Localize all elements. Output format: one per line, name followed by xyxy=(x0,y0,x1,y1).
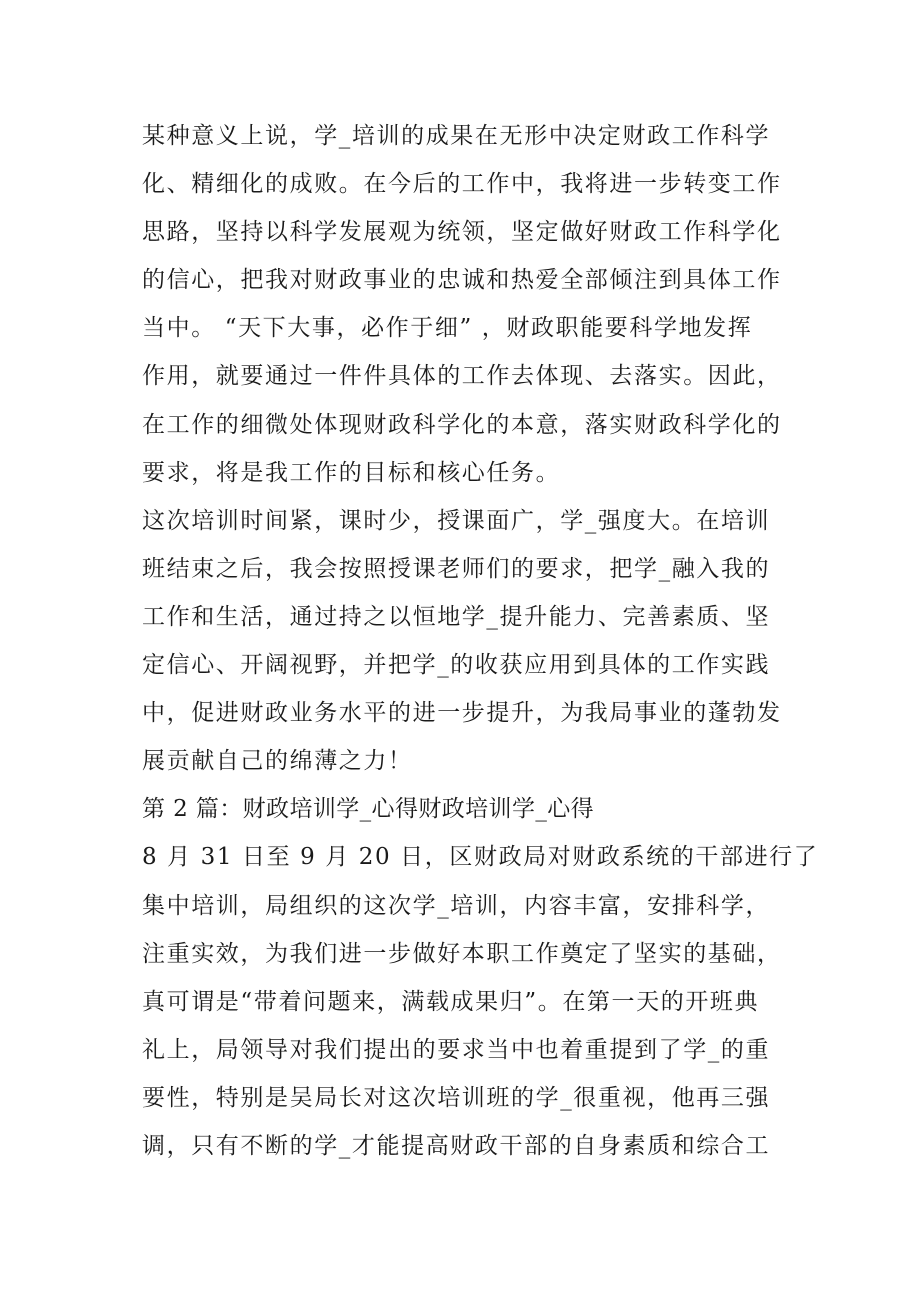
text-line: 当中。 “天下大事，必作于细” ，财政职能要科学地发挥 xyxy=(142,315,753,342)
text-line: 某种意义上说，学_培训的成果在无形中决定财政工作科学 xyxy=(142,123,771,149)
section-title: 第 2 篇：财政培训学_心得财政培训学_心得 xyxy=(142,796,595,823)
text-line: 作用，就要通过一件件具体的工作去体现、去落实。因此， xyxy=(142,363,782,390)
text-line: 8 月 31 日至 9 月 20 日，区财政局对财政系统的干部进行了 xyxy=(142,844,819,871)
text-line: 礼上，局领导对我们提出的要求当中也着重提到了学_的重 xyxy=(142,1036,771,1063)
paragraph-2 xyxy=(142,497,802,786)
text-line: 工作和生活，通过持之以恒地学_提升能力、完善素质、坚 xyxy=(142,603,771,630)
text-line: 展贡献自己的绵薄之力！ xyxy=(142,748,413,775)
text-line: 的信心，把我对财政事业的忠诚和热爱全部倾注到具体工作 xyxy=(142,267,782,294)
text-line: 注重实效，为我们进一步做好本职工作奠定了坚实的基础， xyxy=(142,940,782,967)
text-line: 思路，坚持以科学发展观为统领，坚定做好财政工作科学化 xyxy=(142,219,782,246)
paragraph-1 xyxy=(142,112,802,497)
text-line: 要求，将是我工作的目标和核心任务。 xyxy=(142,459,561,486)
text-line: 化、精细化的成败。在今后的工作中，我将进一步转变工作 xyxy=(142,171,782,198)
text-line: 调，只有不断的学_才能提高财政干部的自身素质和综合工 xyxy=(142,1132,771,1159)
text-line: 班结束之后，我会按照授课老师们的要求，把学_融入我的 xyxy=(142,555,771,582)
text-line: 这次培训时间紧，课时少，授课面广，学_强度大。在培训 xyxy=(142,507,771,534)
text-line: 在工作的细微处体现财政科学化的本意，落实财政科学化的 xyxy=(142,411,782,438)
section-heading xyxy=(142,785,802,833)
text-line: 要性，特别是吴局长对这次培训班的学_很重视，他再三强 xyxy=(142,1084,771,1111)
text-line: 定信心、开阔视野，并把学_的收获应用到具体的工作实践 xyxy=(142,652,771,679)
text-line: 中，促进财政业务水平的进一步提升，为我局事业的蓬勃发 xyxy=(142,700,782,727)
text-line: 集中培训，局组织的这次学_培训，内容丰富，安排科学， xyxy=(142,892,771,919)
paragraph-3 xyxy=(142,833,819,1170)
document-body xyxy=(142,112,819,1170)
text-line: 真可谓是“带着问题来，满载成果归”。在第一天的开班典 xyxy=(142,988,760,1015)
